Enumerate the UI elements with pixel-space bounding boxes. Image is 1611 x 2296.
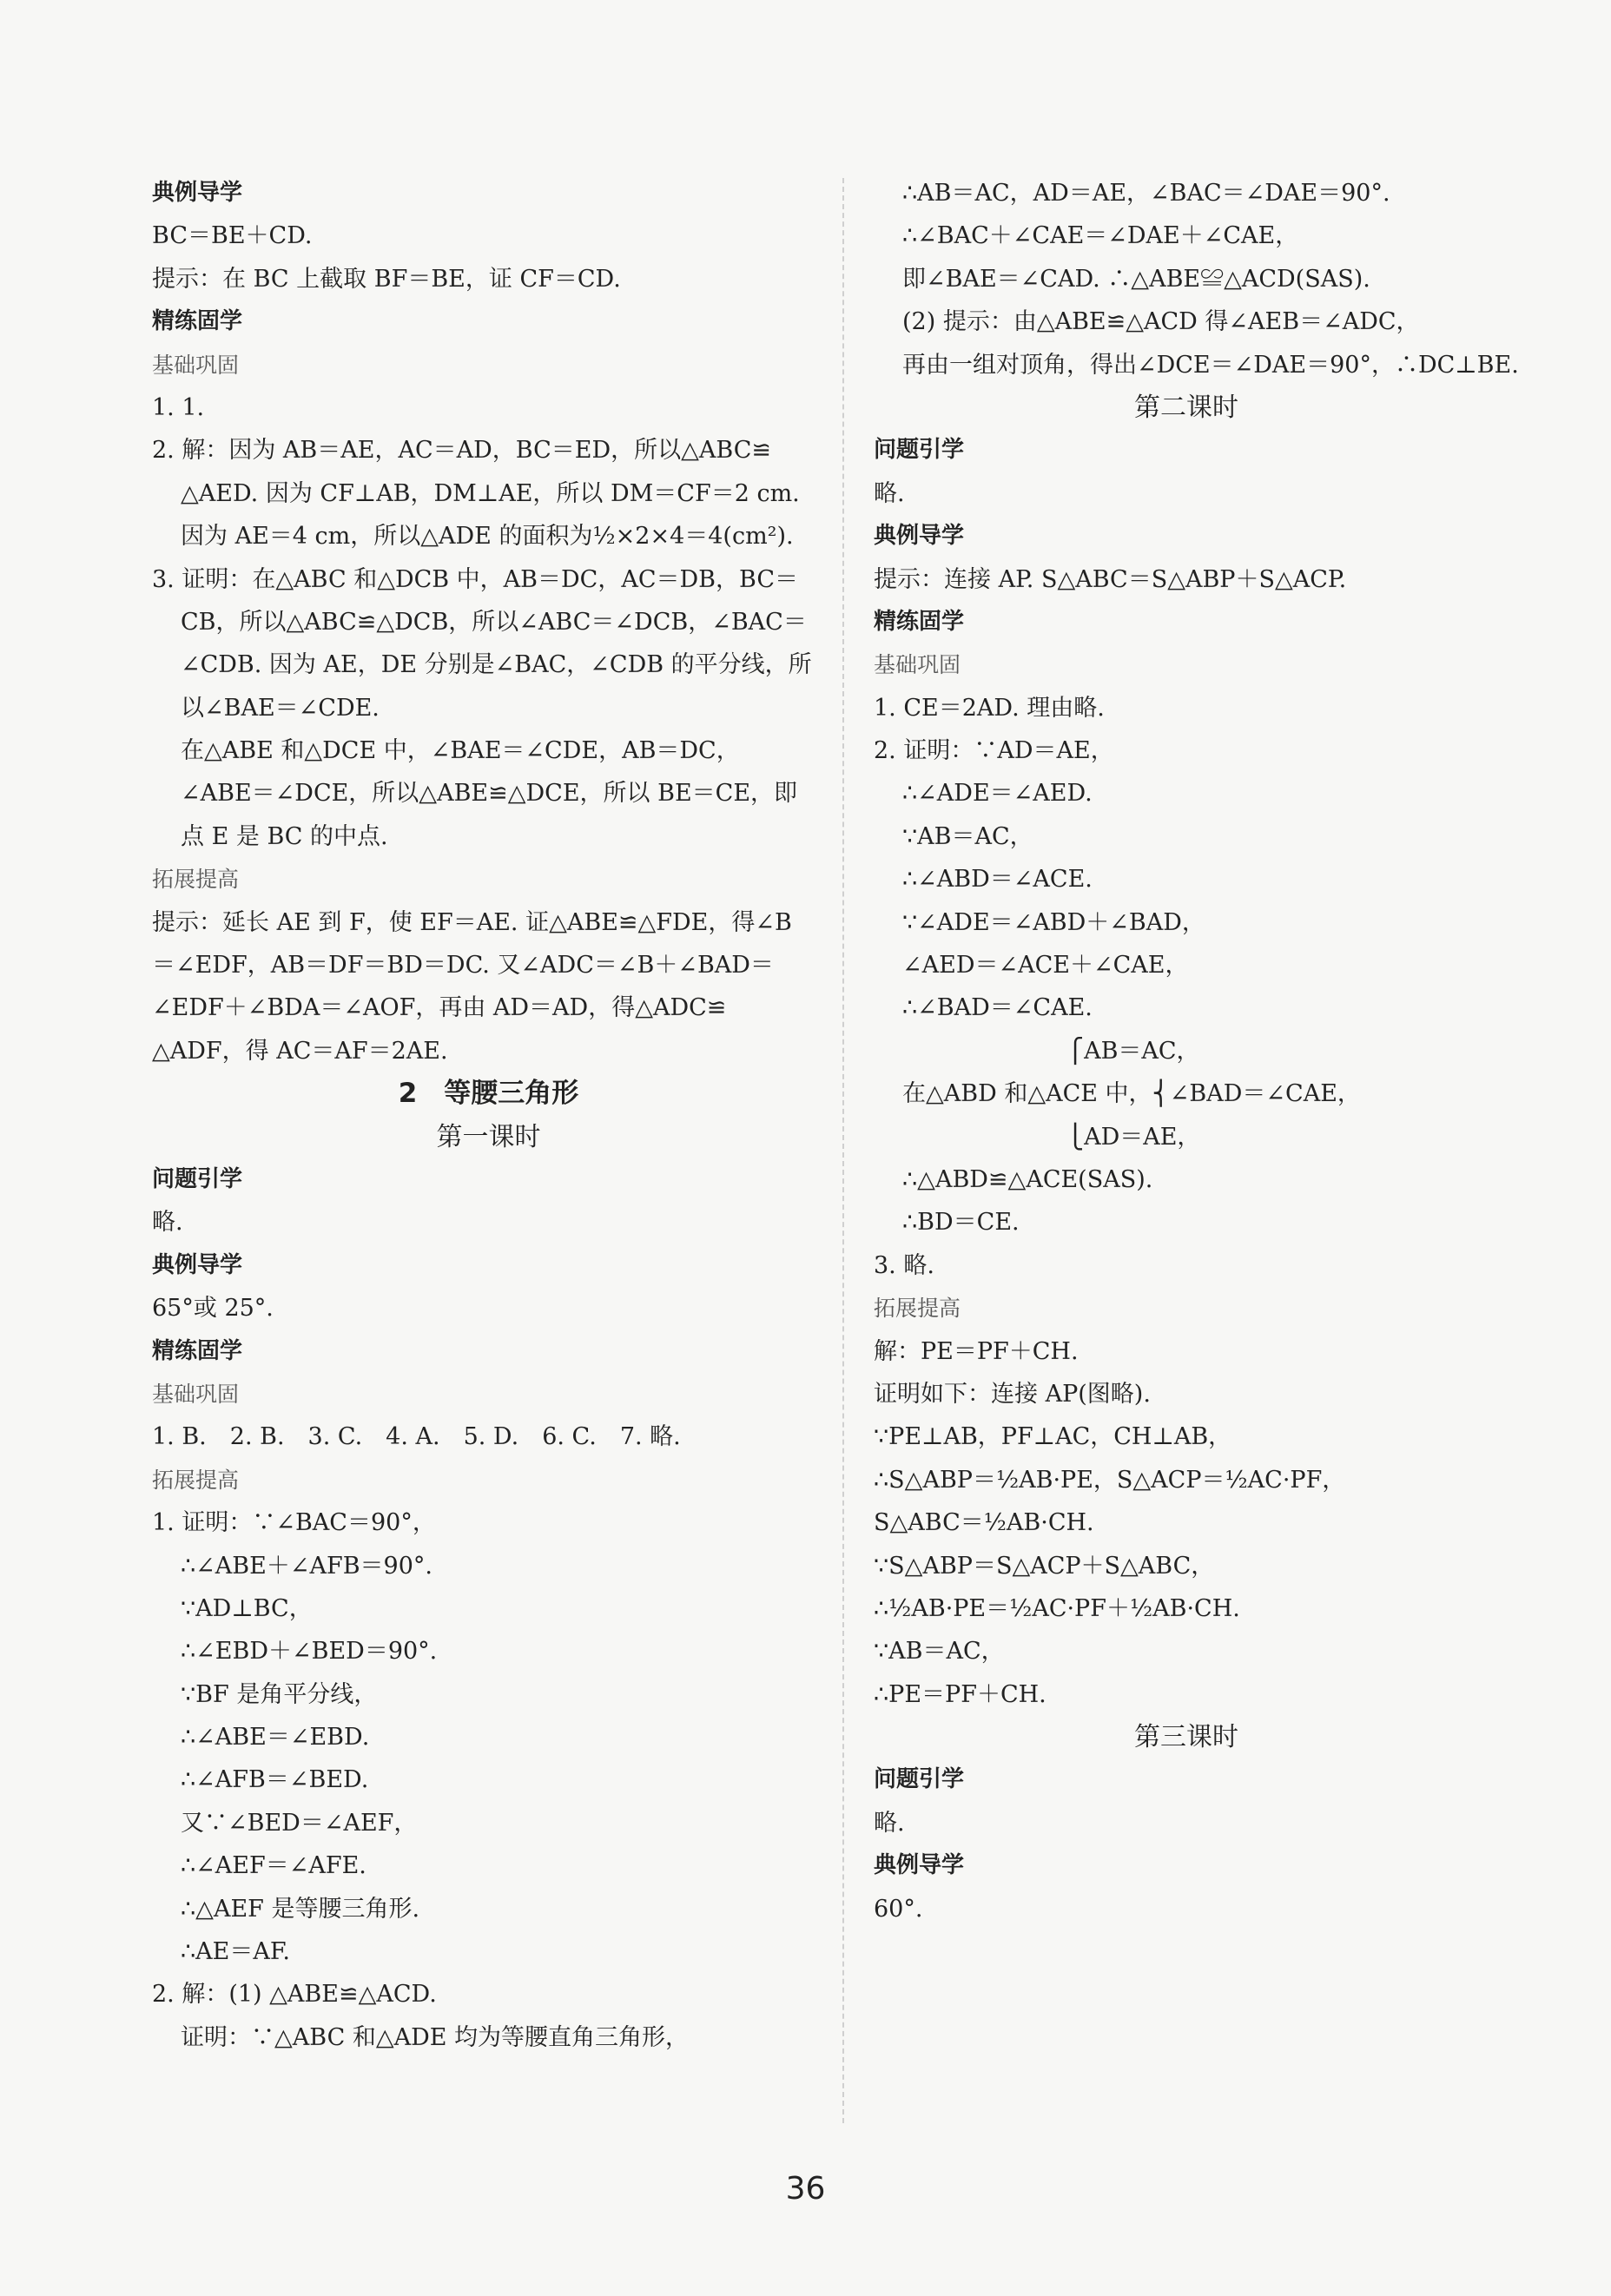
text-line: 提示：延长 AE 到 F，使 EF＝AE. 证△ABE≌△FDE，得∠B <box>152 908 792 936</box>
text-line: ∴½AB·PE＝½AC·PF＋½AB·CH. <box>874 1594 1240 1622</box>
text-line: 3. 证明：在△ABC 和△DCB 中，AB＝DC，AC＝DB，BC＝ <box>152 565 798 593</box>
text-line: 证明：∵△ABC 和△ADE 均为等腰直角三角形， <box>181 2023 690 2051</box>
text-line: ∴S△ABP＝½AB·PE，S△ACP＝½AC·PF， <box>874 1466 1346 1494</box>
text-line: ∵PE⊥AB，PF⊥AC，CH⊥AB， <box>874 1423 1232 1451</box>
text-line: 问题引学 <box>152 1165 243 1192</box>
text-line: 60°. <box>874 1895 923 1923</box>
text-line: 基础巩固 <box>152 1381 240 1407</box>
text-line: △ADF，得 AC＝AF＝2AE. <box>152 1037 448 1065</box>
text-line: 拓展提高 <box>874 1296 961 1322</box>
text-line: 解：PE＝PF＋CH. <box>874 1337 1079 1365</box>
text-line: 拓展提高 <box>152 1467 240 1493</box>
text-line: 典例导学 <box>874 1852 965 1879</box>
text-line: ∴BD＝CE. <box>902 1209 1020 1237</box>
text-line: ∠CDB. 因为 AE，DE 分别是∠BAC，∠CDB 的平分线，所 <box>181 651 812 679</box>
text-line: 以∠BAE＝∠CDE. <box>181 694 380 722</box>
text-line: 1. 证明：∵∠BAC＝90°， <box>152 1509 436 1537</box>
text-line: ∴∠BAC＋∠CAE＝∠DAE＋∠CAE， <box>902 222 1299 250</box>
text-line: 又∵∠BED＝∠AEF， <box>181 1809 418 1837</box>
text-line: 问题引学 <box>874 437 965 464</box>
text-line: ∴∠AFB＝∠BED. <box>181 1766 369 1794</box>
text-line: 2. 解：因为 AB＝AE，AC＝AD，BC＝ED，所以△ABC≌ <box>152 437 772 465</box>
column-divider <box>842 178 844 2123</box>
text-line: 2 等腰三角形 <box>398 1078 579 1110</box>
text-line: 典例导学 <box>152 180 243 206</box>
page-number: 36 <box>785 2171 826 2207</box>
text-line: ∴AE＝AF. <box>181 1938 290 1966</box>
text-line: 典例导学 <box>874 523 965 550</box>
text-line: ∴△ABD≌△ACE(SAS). <box>902 1165 1153 1193</box>
text-line: 典例导学 <box>152 1251 243 1278</box>
text-line: 略. <box>152 1209 183 1237</box>
text-line: ∠ABE＝∠DCE，所以△ABE≌△DCE，所以 BE＝CE，即 <box>181 780 798 808</box>
text-line: ∠AED＝∠ACE＋∠CAE， <box>902 952 1189 980</box>
text-line: 基础巩固 <box>152 352 240 378</box>
text-line: 在△ABE 和△DCE 中，∠BAE＝∠CDE，AB＝DC， <box>181 737 740 765</box>
text-line: 略. <box>874 479 905 507</box>
text-line: ∵AB＝AC， <box>874 1638 1005 1666</box>
text-line: 略. <box>874 1809 905 1837</box>
text-line: ∵BF 是角平分线， <box>181 1680 378 1708</box>
text-line: ∵AB＝AC， <box>902 822 1033 850</box>
text-line: ∴AB＝AC，AD＝AE，∠BAC＝∠DAE＝90°. <box>902 180 1390 207</box>
text-line: ∠EDF＋∠BDA＝∠AOF，再由 AD＝AD，得△ADC≌ <box>152 994 727 1022</box>
text-line: 再由一组对顶角，得出∠DCE＝∠DAE＝90°，∴DC⊥BE. <box>902 351 1519 379</box>
text-line: 点 E 是 BC 的中点. <box>181 822 388 850</box>
text-line: 在△ABD 和△ACE 中，⎨∠BAD＝∠CAE， <box>902 1080 1361 1108</box>
text-line: 问题引学 <box>874 1766 965 1793</box>
text-line: BC＝BE＋CD. <box>152 222 313 250</box>
text-line: 2. 证明：∵AD＝AE， <box>874 737 1114 765</box>
text-line: ⎩AD＝AE， <box>902 1123 1201 1151</box>
text-line: S△ABC＝½AB·CH. <box>874 1509 1094 1537</box>
text-line: 精练固学 <box>152 1337 243 1364</box>
text-line: (2) 提示：由△ABE≌△ACD 得∠AEB＝∠ADC， <box>902 308 1420 336</box>
text-line: ＝∠EDF，AB＝DF＝BD＝DC. 又∠ADC＝∠B＋∠BAD＝ <box>152 952 774 980</box>
text-line: 第一课时 <box>436 1121 541 1152</box>
text-line: 第三课时 <box>1134 1722 1238 1753</box>
text-line: ∴∠EBD＋∠BED＝90°. <box>181 1638 438 1666</box>
text-line: 提示：连接 AP. S△ABC＝S△ABP＋S△ACP. <box>874 565 1347 593</box>
text-line: 证明如下：连接 AP(图略). <box>874 1380 1151 1408</box>
text-line: ∵S△ABP＝S△ACP＋S△ABC， <box>874 1552 1215 1580</box>
text-line: ∵∠ADE＝∠ABD＋∠BAD， <box>902 908 1205 936</box>
text-line: △AED. 因为 CF⊥AB，DM⊥AE，所以 DM＝CF＝2 cm. <box>181 479 800 507</box>
text-line: 3. 略. <box>874 1251 934 1279</box>
text-line: 65°或 25°. <box>152 1295 274 1323</box>
text-line: ∴∠ADE＝∠AED. <box>902 780 1093 808</box>
text-line: CB，所以△ABC≌△DCB，所以∠ABC＝∠DCB，∠BAC＝ <box>181 608 807 636</box>
text-line: 基础巩固 <box>874 652 961 678</box>
text-line: ∴∠BAD＝∠CAE. <box>902 994 1093 1022</box>
text-line: ∴∠AEF＝∠AFE. <box>181 1852 366 1880</box>
text-line: ⎧AB＝AC， <box>902 1037 1200 1065</box>
text-line: 提示：在 BC 上截取 BF＝BE，证 CF＝CD. <box>152 265 621 293</box>
text-line: 1. CE＝2AD. 理由略. <box>874 694 1105 722</box>
text-line: 第二课时 <box>1134 392 1238 423</box>
text-line: 因为 AE＝4 cm，所以△ADE 的面积为½×2×4＝4(cm²). <box>181 523 794 551</box>
text-line: ∴∠ABD＝∠ACE. <box>902 866 1093 894</box>
text-line: 拓展提高 <box>152 867 240 893</box>
text-line: 即∠BAE＝∠CAD. ∴△ABE≌△ACD(SAS). <box>902 265 1370 293</box>
text-line: ∴∠ABE＝∠EBD. <box>181 1724 370 1752</box>
text-line: 精练固学 <box>152 308 243 335</box>
text-line: 1. 1. <box>152 393 205 421</box>
text-line: ∵AD⊥BC， <box>181 1594 313 1622</box>
text-line: ∴PE＝PF＋CH. <box>874 1680 1046 1708</box>
text-line: 1. B. 2. B. 3. C. 4. A. 5. D. 6. C. 7. 略. <box>152 1423 681 1451</box>
text-line: ∴∠ABE＋∠AFB＝90°. <box>181 1552 432 1580</box>
text-line: 2. 解：(1) △ABE≌△ACD. <box>152 1981 437 2009</box>
text-line: ∴△AEF 是等腰三角形. <box>181 1895 420 1923</box>
right-column <box>874 172 1519 1930</box>
left-column <box>152 172 825 2059</box>
text-line: 精练固学 <box>874 608 965 635</box>
